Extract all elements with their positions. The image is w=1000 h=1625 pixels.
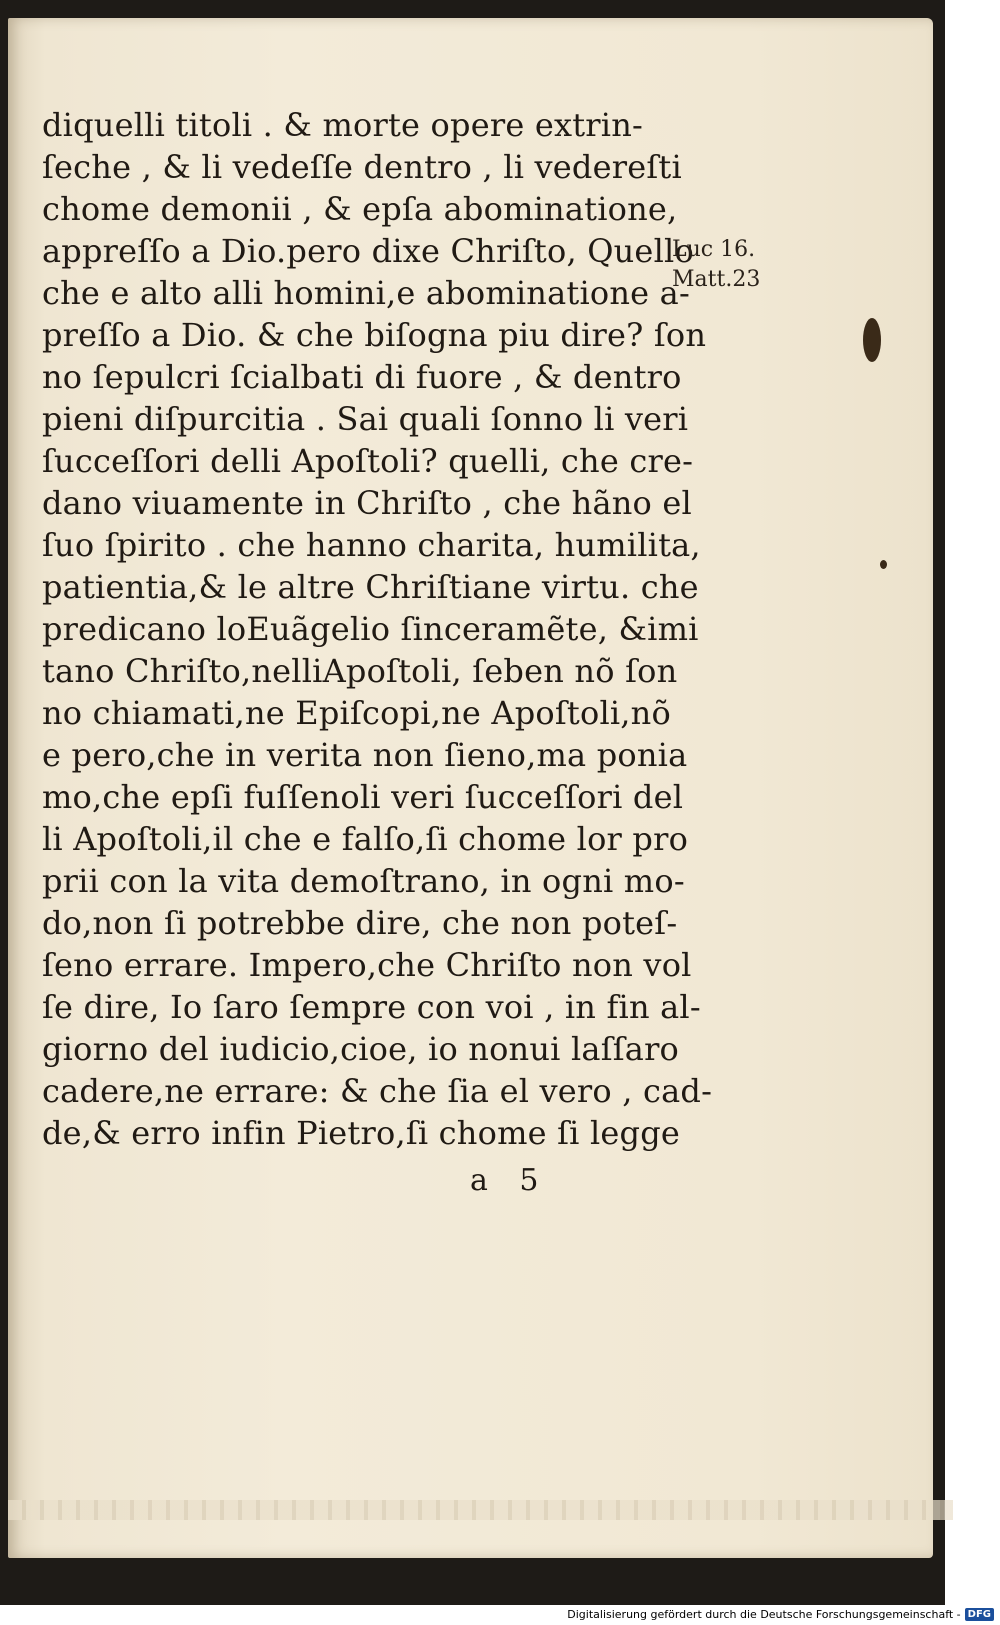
margin-note-luc: Luc 16. [672, 237, 756, 262]
text-line: ſeno errare. Impero,che Chriſto non vol [42, 946, 692, 984]
text-line: ſe dire, Io ſaro ſempre con voi , in fin al- [42, 988, 701, 1026]
text-line: ſucceſſori delli Apoſtoli? quelli, che cre- [42, 442, 694, 480]
digitization-credit [567, 1608, 994, 1621]
text-line: no chiamati,ne Epiſcopi,ne Apoſtoli,nõ [42, 694, 671, 732]
text-line: predicano loEuãgelio ſinceramẽte, &imi [42, 610, 699, 648]
page-text-block [42, 104, 713, 1154]
page-ragged-edge [8, 1500, 953, 1520]
ink-stain [863, 318, 881, 362]
margin-note-matt: Matt.23 [672, 267, 761, 292]
text-line: diquelli titoli . & morte opere extrin- [42, 106, 644, 144]
text-line: preſſo a Dio. & che biſogna piu dire? ſon [42, 316, 707, 354]
signature-mark: a 5 [470, 1163, 539, 1198]
dfg-logo: DFG [965, 1608, 994, 1621]
text-line: ſeche , & li vedeſſe dentro , li vedereſti [42, 148, 682, 186]
text-line: cadere,ne errare: & che ſia el vero , cad- [42, 1072, 713, 1110]
text-line: chome demonii , & epſa abominatione, [42, 190, 678, 228]
text-line: no ſepulcri ſcialbati di fuore , & dentro [42, 358, 682, 396]
text-line: mo,che epſi fuſſenoli veri ſucceſſori del [42, 778, 684, 816]
text-line: che e alto alli homini,e abominatione a- [42, 274, 690, 312]
text-line: li Apoſtoli,il che e falſo,ſi chome lor pro [42, 820, 689, 858]
text-line: patientia,& le altre Chriſtiane virtu. che [42, 568, 699, 606]
text-line: giorno del iudicio,cioe, io nonui laſſaro [42, 1030, 680, 1068]
ink-speck [880, 560, 887, 569]
text-line: appreſſo a Dio.pero dixe Chriſto, Quello [42, 232, 694, 270]
text-line: do,non ſi potrebbe dire, che non poteſ- [42, 904, 678, 942]
credit-text: Digitalisierung gefördert durch die Deutsche Forschungsgemeinschaft - [567, 1608, 961, 1621]
text-line: de,& erro infin Pietro,ſi chome ſi legge [42, 1114, 681, 1152]
text-line: dano viuamente in Chriſto , che hãno el [42, 484, 692, 522]
text-line: prii con la vita demoſtrano, in ogni mo- [42, 862, 685, 900]
text-line: ſuo ſpirito . che hanno charita, humilita, [42, 526, 701, 564]
text-line: pieni diſpurcitia . Sai quali ſonno li veri [42, 400, 689, 438]
text-line: tano Chriſto,nelliApoſtoli, ſeben nõ ſon [42, 652, 678, 690]
text-line: e pero,che in verita non ſieno,ma ponia [42, 736, 688, 774]
